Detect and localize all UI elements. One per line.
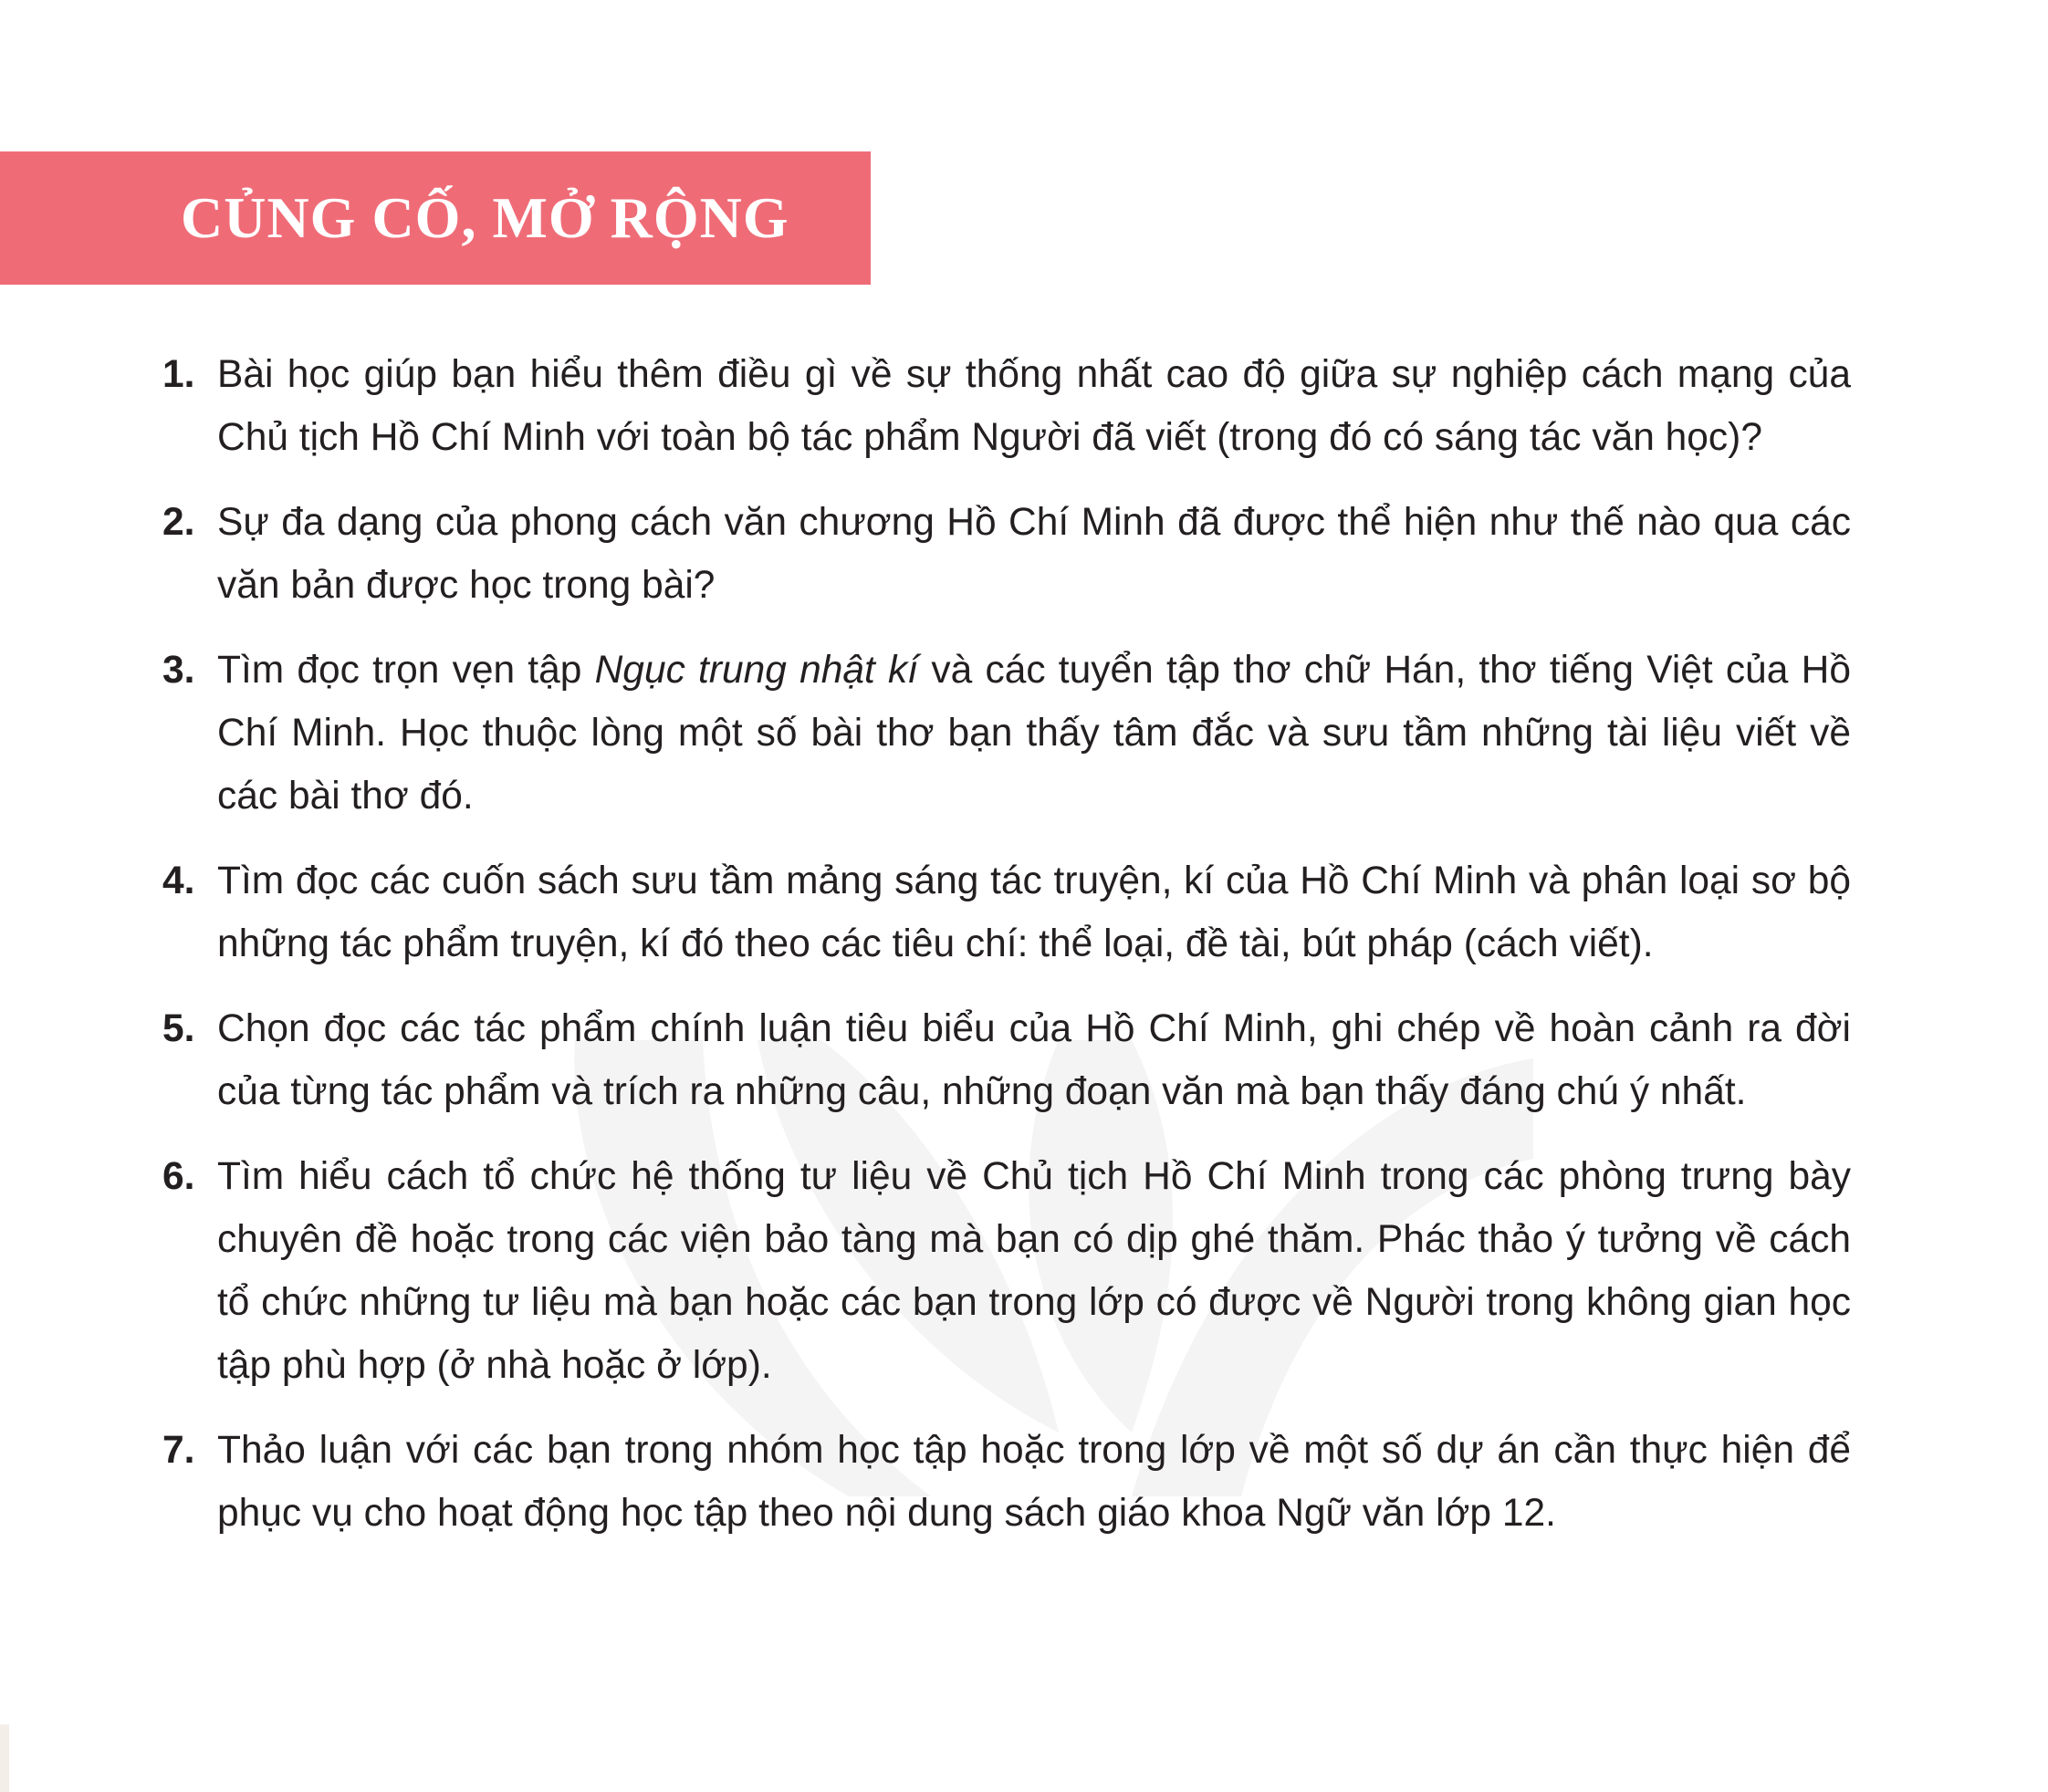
question-number: 3. [162,649,195,692]
question-item [162,491,1851,617]
book-title: Ngục trung nhật kí [594,649,919,692]
question-number: 1. [162,353,195,396]
section-header [0,151,871,285]
question-item [162,997,1851,1123]
question-item [162,639,1851,828]
question-item [162,1419,1851,1545]
question-number: 6. [162,1155,195,1198]
question-text: Thảo luận với các bạn trong nhóm học tập hoặc trong lớp về một số dự án cần thực hiện để phục vụ cho hoạt động học tập theo nội dung sách giáo khoa Ngữ văn lớp 12. [217,1429,1851,1535]
question-text-after: và các tuyển tập thơ chữ Hán, thơ tiếng Việt của Hồ Chí Minh. Học thuộc lòng một số bài thơ bạn thấy tâm đắc và sưu tầm những tài liệu viết về các bài thơ đó. [217,649,1851,818]
question-text: Tìm hiểu cách tổ chức hệ thống tư liệu về Chủ tịch Hồ Chí Minh trong các phòng trưng bày chuyên đề hoặc trong các viện bảo tàng mà bạn có dịp ghé thăm. Phác thảo ý tưởng về cách tổ chức những tư liệu mà bạn hoặc các bạn trong lớp có được về Người trong không gian học tập phù hợp (ở nhà hoặc ở lớp). [217,1155,1851,1387]
question-list [162,343,1851,1567]
question-number: 2. [162,501,195,544]
question-item [162,849,1851,975]
question-text [217,639,1851,828]
question-number: 7. [162,1429,195,1472]
page-edge-mark [0,1724,9,1792]
question-number: 4. [162,860,195,902]
question-number: 5. [162,1007,195,1050]
question-text-before: Tìm đọc trọn vẹn tập [217,649,595,692]
question-item [162,1145,1851,1397]
question-text: Tìm đọc các cuốn sách sưu tầm mảng sáng tác truyện, kí của Hồ Chí Minh và phân loại sơ bộ những tác phẩm truyện, kí đó theo các tiêu chí: thể loại, đề tài, bút pháp (cách viết). [217,860,1851,965]
question-item [162,343,1851,469]
section-title: CỦNG CỐ, MỞ RỘNG [181,185,789,250]
question-text: Chọn đọc các tác phẩm chính luận tiêu biểu của Hồ Chí Minh, ghi chép về hoàn cảnh ra đời của từng tác phẩm và trích ra những câu, những đoạn văn mà bạn thấy đáng chú ý nhất. [217,1007,1851,1113]
question-text: Bài học giúp bạn hiểu thêm điều gì về sự thống nhất cao độ giữa sự nghiệp cách mạng của Chủ tịch Hồ Chí Minh với toàn bộ tác phẩm Người đã viết (trong đó có sáng tác văn học)? [217,353,1851,459]
question-text: Sự đa dạng của phong cách văn chương Hồ Chí Minh đã được thể hiện như thế nào qua các văn bản được học trong bài? [217,501,1851,607]
